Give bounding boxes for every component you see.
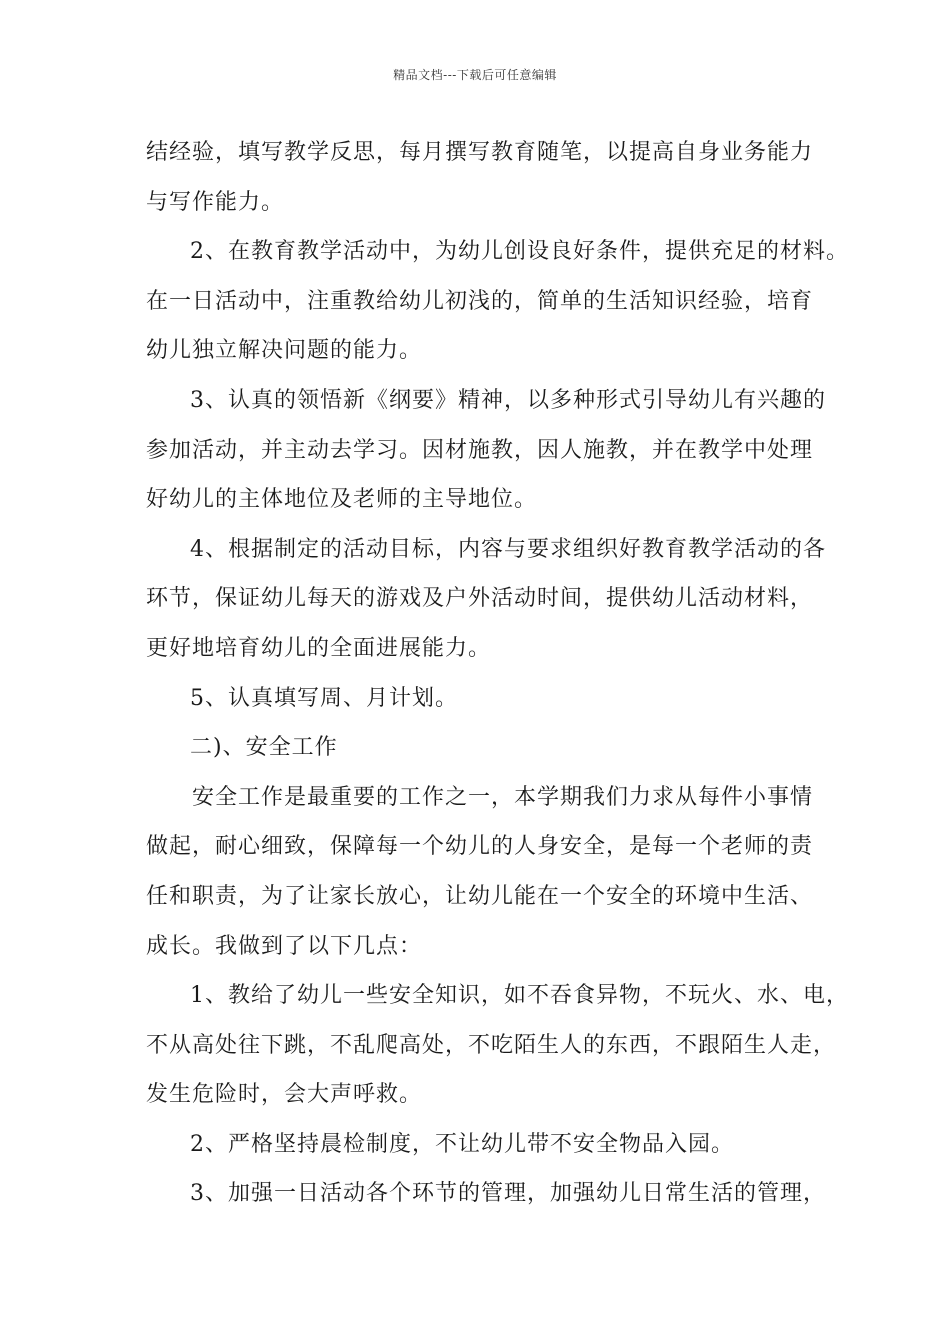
text-line: 参加活动，并主动去学习。因材施教，因人施教，并在教学中处理 <box>146 437 814 463</box>
text-line: 更好地培育幼儿的全面进展能力。 <box>146 635 492 661</box>
page-header: 精品文档---下载后可任意编辑 <box>393 68 557 82</box>
text-line: 1、教给了幼儿一些安全知识，如不吞食异物，不玩火、水、电， <box>190 983 849 1009</box>
text-line: 环节，保证幼儿每天的游戏及户外活动时间，提供幼儿活动材料， <box>146 586 814 612</box>
text-line: 5、认真填写周、月计划。 <box>190 685 458 711</box>
text-line: 3、加强一日活动各个环节的管理，加强幼儿日常生活的管理， <box>190 1181 826 1207</box>
text-line: 3、认真的领悟新《纲要》精神，以多种形式引导幼儿有兴趣的 <box>190 387 826 413</box>
text-line: 好幼儿的主体地位及老师的主导地位。 <box>146 487 538 513</box>
section-heading: 二)、安全工作 <box>190 735 338 761</box>
text-line: 做起，耐心细致，保障每一个幼儿的人身安全，是每一个老师的责 <box>146 834 814 860</box>
text-line: 2、严格坚持晨检制度，不让幼儿带不安全物品入园。 <box>190 1131 734 1157</box>
text-line: 任和职责，为了让家长放心，让幼儿能在一个安全的环境中生活、 <box>146 883 814 909</box>
text-line: 在一日活动中，注重教给幼儿初浅的，简单的生活知识经验，培育 <box>146 288 814 314</box>
text-line: 结经验，填写教学反思，每月撰写教育随笔，以提高自身业务能力 <box>146 140 814 165</box>
text-line: 安全工作是最重要的工作之一，本学期我们力求从每件小事情 <box>192 784 814 810</box>
text-line: 成长。我做到了以下几点： <box>146 933 423 959</box>
text-line: 发生危险时，会大声呼救。 <box>146 1082 423 1108</box>
document-body <box>146 128 849 1219</box>
text-line: 与写作能力。 <box>146 189 285 215</box>
text-line: 4、根据制定的活动目标，内容与要求组织好教育教学活动的各 <box>190 536 826 562</box>
text-line: 2、在教育教学活动中，为幼儿创设良好条件，提供充足的材料。 <box>190 239 849 265</box>
text-line: 不从高处往下跳，不乱爬高处，不吃陌生人的东西，不跟陌生人走， <box>146 1032 837 1058</box>
text-line: 幼儿独立解决问题的能力。 <box>146 338 423 364</box>
